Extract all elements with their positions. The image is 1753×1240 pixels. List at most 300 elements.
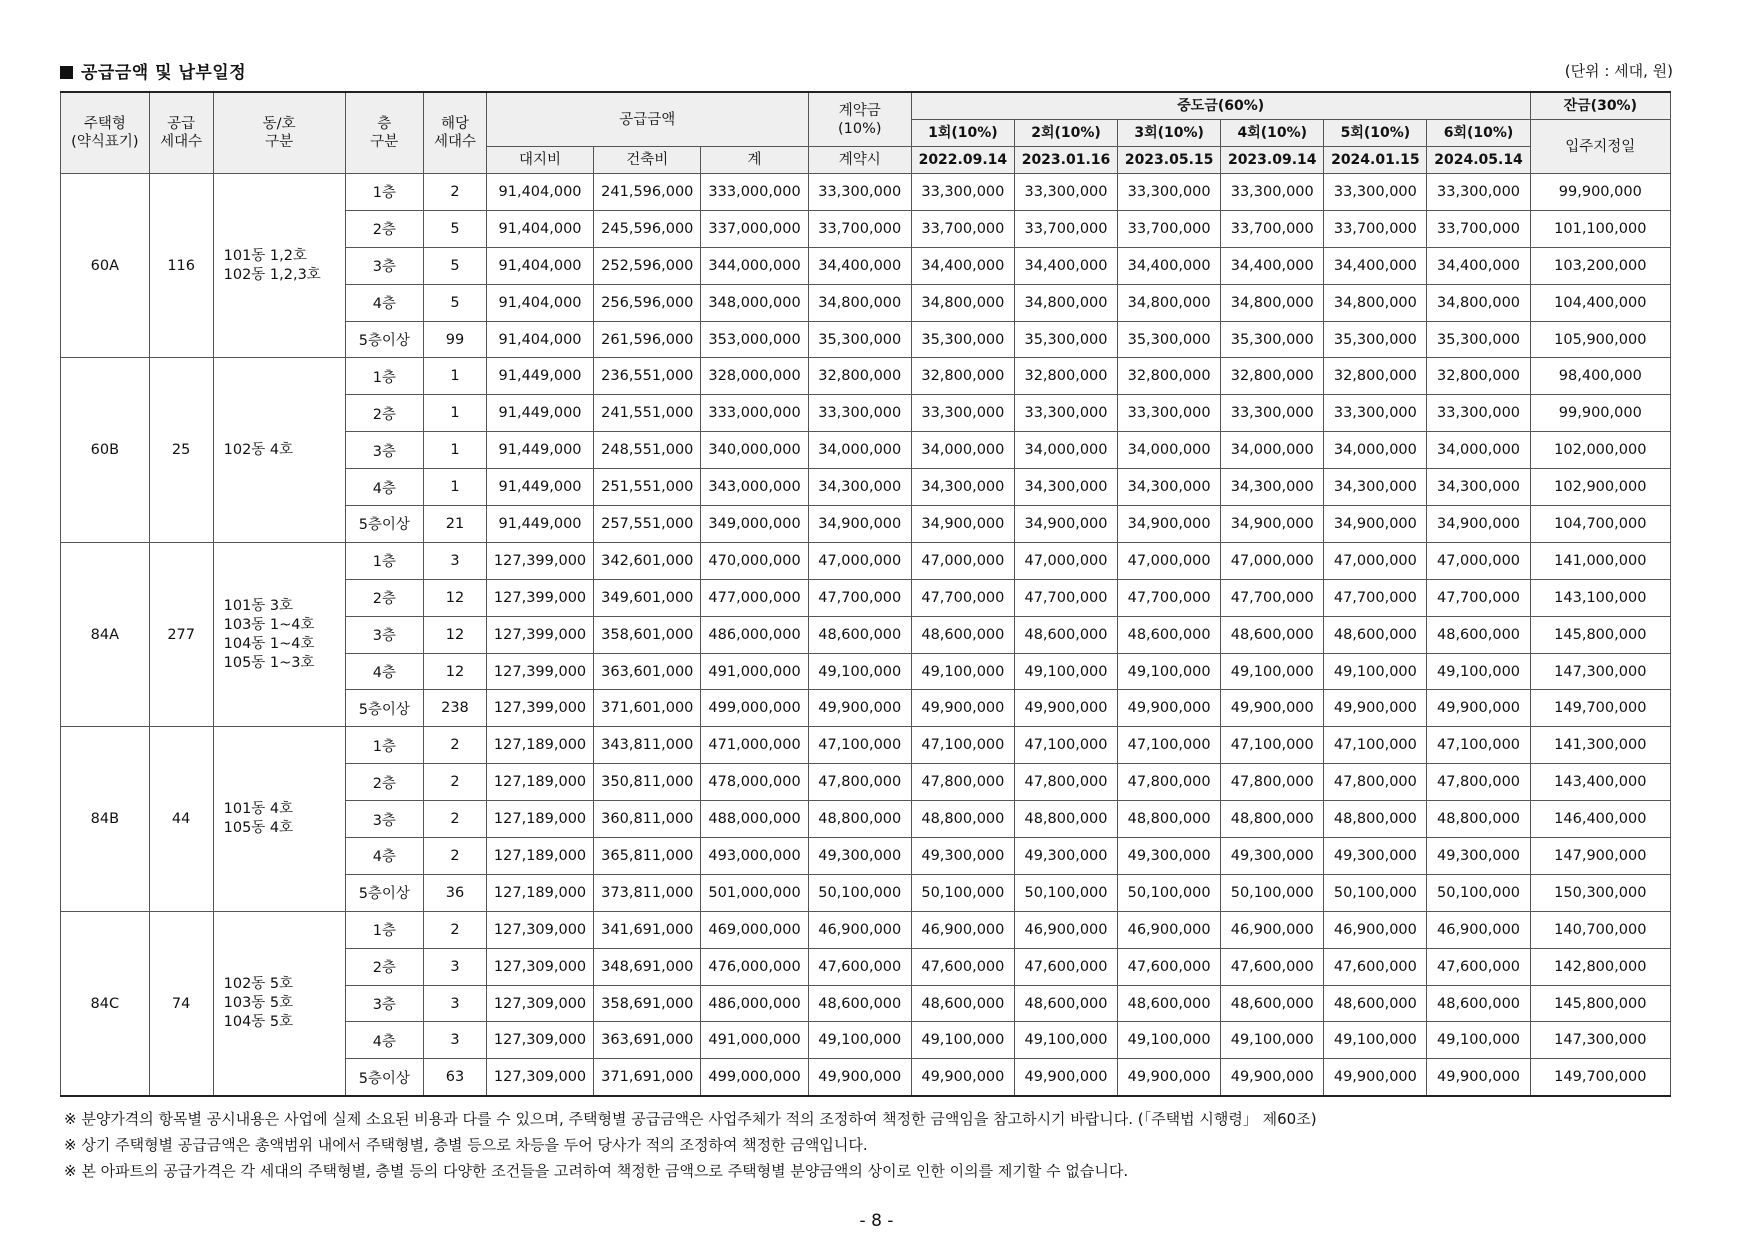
cell-installment: 34,000,000 <box>911 432 1014 469</box>
cell-balance: 149,700,000 <box>1530 690 1670 727</box>
header-installment-label: 1회(10%) <box>911 120 1014 147</box>
header-installment-date: 2023.09.14 <box>1221 147 1324 174</box>
cell-installment: 48,600,000 <box>911 616 1014 653</box>
cell-installment: 49,100,000 <box>1014 653 1117 690</box>
cell-installment: 34,300,000 <box>1221 469 1324 506</box>
cell-floor: 1층 <box>345 174 423 211</box>
cell-total: 477,000,000 <box>701 579 808 616</box>
cell-installment: 49,900,000 <box>1014 1059 1117 1096</box>
section-title <box>60 58 246 83</box>
cell-installment: 49,900,000 <box>1427 690 1530 727</box>
cell-floor: 2층 <box>345 579 423 616</box>
cell-installment: 46,900,000 <box>1118 911 1221 948</box>
cell-installment: 33,300,000 <box>911 174 1014 211</box>
cell-installment: 34,000,000 <box>1221 432 1324 469</box>
cell-installment: 33,700,000 <box>1324 210 1427 247</box>
cell-total: 501,000,000 <box>701 874 808 911</box>
cell-installment: 47,000,000 <box>1427 542 1530 579</box>
cell-installment: 34,900,000 <box>1014 506 1117 543</box>
cell-installment: 47,100,000 <box>1427 727 1530 764</box>
cell-installment: 47,800,000 <box>1118 764 1221 801</box>
cell-installment: 47,700,000 <box>1324 579 1427 616</box>
cell-installment: 32,800,000 <box>1014 358 1117 395</box>
cell-installment: 34,400,000 <box>1324 247 1427 284</box>
cell-installment: 47,000,000 <box>1324 542 1427 579</box>
cell-installment: 34,800,000 <box>1221 284 1324 321</box>
cell-total: 491,000,000 <box>701 653 808 690</box>
cell-installment: 34,000,000 <box>1324 432 1427 469</box>
cell-installment: 33,300,000 <box>1118 174 1221 211</box>
cell-installment: 48,600,000 <box>911 985 1014 1022</box>
cell-installment: 35,300,000 <box>1221 321 1324 358</box>
cell-land: 127,399,000 <box>486 579 593 616</box>
cell-deposit: 34,900,000 <box>808 506 911 543</box>
cell-deposit: 49,900,000 <box>808 1059 911 1096</box>
cell-installment: 48,800,000 <box>1324 801 1427 838</box>
cell-count: 12 <box>424 653 487 690</box>
cell-installment: 48,600,000 <box>1014 985 1117 1022</box>
cell-installment: 46,900,000 <box>1014 911 1117 948</box>
cell-installment: 32,800,000 <box>1221 358 1324 395</box>
cell-total: 499,000,000 <box>701 1059 808 1096</box>
cell-installment: 47,800,000 <box>911 764 1014 801</box>
header-deposit-date: 계약시 <box>808 147 911 174</box>
cell-count: 99 <box>424 321 487 358</box>
cell-build: 348,691,000 <box>594 948 701 985</box>
cell-installment: 35,300,000 <box>911 321 1014 358</box>
cell-count: 2 <box>424 174 487 211</box>
cell-count: 1 <box>424 358 487 395</box>
cell-floor: 2층 <box>345 395 423 432</box>
cell-installment: 34,900,000 <box>1427 506 1530 543</box>
cell-build: 358,601,000 <box>594 616 701 653</box>
cell-balance: 146,400,000 <box>1530 801 1670 838</box>
cell-build: 252,596,000 <box>594 247 701 284</box>
cell-installment: 49,100,000 <box>911 1022 1014 1059</box>
cell-installment: 49,900,000 <box>1221 1059 1324 1096</box>
cell-build: 261,596,000 <box>594 321 701 358</box>
cell-deposit: 35,300,000 <box>808 321 911 358</box>
header-installment-date: 2022.09.14 <box>911 147 1014 174</box>
cell-installment: 34,000,000 <box>1118 432 1221 469</box>
cell-installment: 50,100,000 <box>1324 874 1427 911</box>
cell-installment: 49,100,000 <box>1118 1022 1221 1059</box>
cell-count: 21 <box>424 506 487 543</box>
cell-total: 476,000,000 <box>701 948 808 985</box>
cell-floor: 4층 <box>345 1022 423 1059</box>
cell-deposit: 47,700,000 <box>808 579 911 616</box>
cell-build: 373,811,000 <box>594 874 701 911</box>
cell-installment: 47,700,000 <box>911 579 1014 616</box>
cell-installment: 48,600,000 <box>1324 985 1427 1022</box>
cell-total: 499,000,000 <box>701 690 808 727</box>
cell-installment: 48,800,000 <box>1221 801 1324 838</box>
cell-total: 478,000,000 <box>701 764 808 801</box>
cell-balance: 105,900,000 <box>1530 321 1670 358</box>
cell-build: 251,551,000 <box>594 469 701 506</box>
cell-total: 353,000,000 <box>701 321 808 358</box>
cell-installment: 48,600,000 <box>1221 985 1324 1022</box>
cell-build: 365,811,000 <box>594 838 701 875</box>
cell-installment: 34,800,000 <box>911 284 1014 321</box>
cell-floor: 4층 <box>345 284 423 321</box>
cell-installment: 34,400,000 <box>1221 247 1324 284</box>
cell-installment: 33,700,000 <box>1221 210 1324 247</box>
cell-build: 257,551,000 <box>594 506 701 543</box>
cell-installment: 32,800,000 <box>1427 358 1530 395</box>
cell-installment: 33,300,000 <box>1014 174 1117 211</box>
cell-installment: 49,300,000 <box>1221 838 1324 875</box>
cell-installment: 34,900,000 <box>1118 506 1221 543</box>
cell-land: 127,189,000 <box>486 801 593 838</box>
cell-installment: 34,800,000 <box>1324 284 1427 321</box>
cell-count: 63 <box>424 1059 487 1096</box>
cell-land: 91,404,000 <box>486 174 593 211</box>
cell-total: 328,000,000 <box>701 358 808 395</box>
cell-build: 342,601,000 <box>594 542 701 579</box>
header-count: 해당 세대수 <box>424 92 487 174</box>
cell-total: 486,000,000 <box>701 985 808 1022</box>
cell-installment: 48,600,000 <box>1324 616 1427 653</box>
cell-dong: 102동 5호 103동 5호 104동 5호 <box>213 911 345 1096</box>
cell-total: 333,000,000 <box>701 174 808 211</box>
cell-installment: 33,300,000 <box>911 395 1014 432</box>
cell-deposit: 47,000,000 <box>808 542 911 579</box>
cell-balance: 147,900,000 <box>1530 838 1670 875</box>
cell-balance: 104,700,000 <box>1530 506 1670 543</box>
cell-floor: 5층이상 <box>345 874 423 911</box>
cell-installment: 33,700,000 <box>1118 210 1221 247</box>
cell-floor: 2층 <box>345 948 423 985</box>
cell-installment: 47,100,000 <box>1221 727 1324 764</box>
cell-supply: 25 <box>149 358 213 542</box>
cell-deposit: 46,900,000 <box>808 911 911 948</box>
cell-land: 127,399,000 <box>486 542 593 579</box>
cell-installment: 34,300,000 <box>1324 469 1427 506</box>
cell-installment: 47,600,000 <box>1014 948 1117 985</box>
cell-installment: 49,300,000 <box>1014 838 1117 875</box>
cell-count: 5 <box>424 247 487 284</box>
header-balance: 잔금(30%) <box>1530 92 1670 120</box>
cell-installment: 34,300,000 <box>1118 469 1221 506</box>
cell-installment: 34,900,000 <box>911 506 1014 543</box>
cell-installment: 33,300,000 <box>1014 395 1117 432</box>
cell-type: 60B <box>61 358 150 542</box>
cell-deposit: 47,800,000 <box>808 764 911 801</box>
header-balance-date: 입주지정일 <box>1530 120 1670 174</box>
cell-count: 2 <box>424 911 487 948</box>
cell-deposit: 33,300,000 <box>808 395 911 432</box>
cell-balance: 141,000,000 <box>1530 542 1670 579</box>
cell-land: 91,404,000 <box>486 247 593 284</box>
cell-balance: 143,100,000 <box>1530 579 1670 616</box>
cell-count: 36 <box>424 874 487 911</box>
cell-installment: 47,800,000 <box>1427 764 1530 801</box>
cell-land: 127,189,000 <box>486 764 593 801</box>
cell-build: 343,811,000 <box>594 727 701 764</box>
footnote: ※ 본 아파트의 공급가격은 각 세대의 주택형별, 층별 등의 다양한 조건들을 고려하여 책정한 금액으로 주택형별 분양금액의 상이로 인한 이의를 제기할 수 없습니다. <box>64 1162 1129 1180</box>
cell-installment: 49,100,000 <box>1118 653 1221 690</box>
cell-balance: 101,100,000 <box>1530 210 1670 247</box>
cell-floor: 3층 <box>345 801 423 838</box>
cell-dong: 102동 4호 <box>213 358 345 542</box>
cell-balance: 147,300,000 <box>1530 1022 1670 1059</box>
cell-installment: 47,600,000 <box>1221 948 1324 985</box>
cell-installment: 49,900,000 <box>1221 690 1324 727</box>
cell-installment: 50,100,000 <box>1221 874 1324 911</box>
cell-balance: 145,800,000 <box>1530 616 1670 653</box>
cell-installment: 47,600,000 <box>911 948 1014 985</box>
cell-count: 3 <box>424 542 487 579</box>
header-installment-date: 2024.01.15 <box>1324 147 1427 174</box>
cell-balance: 104,400,000 <box>1530 284 1670 321</box>
cell-dong: 101동 4호 105동 4호 <box>213 727 345 911</box>
cell-installment: 49,300,000 <box>911 838 1014 875</box>
cell-installment: 47,100,000 <box>1324 727 1427 764</box>
cell-total: 348,000,000 <box>701 284 808 321</box>
cell-build: 349,601,000 <box>594 579 701 616</box>
cell-balance: 142,800,000 <box>1530 948 1670 985</box>
cell-installment: 49,900,000 <box>911 690 1014 727</box>
cell-installment: 33,700,000 <box>1427 210 1530 247</box>
cell-installment: 46,900,000 <box>1427 911 1530 948</box>
cell-deposit: 34,400,000 <box>808 247 911 284</box>
cell-installment: 50,100,000 <box>1427 874 1530 911</box>
footnote: ※ 분양가격의 항목별 공시내용은 사업에 실제 소요된 비용과 다를 수 있으며, 주택형별 공급금액은 사업주체가 적의 조정하여 책정한 금액임을 참고하시기 바랍니다. (「주택법 시행령」 제60조) <box>64 1110 1317 1128</box>
header-installment-label: 6회(10%) <box>1427 120 1530 147</box>
cell-floor: 3층 <box>345 985 423 1022</box>
cell-count: 1 <box>424 432 487 469</box>
cell-installment: 49,100,000 <box>1324 1022 1427 1059</box>
cell-deposit: 49,900,000 <box>808 690 911 727</box>
cell-total: 349,000,000 <box>701 506 808 543</box>
cell-type: 84A <box>61 542 150 726</box>
cell-build: 248,551,000 <box>594 432 701 469</box>
cell-count: 3 <box>424 985 487 1022</box>
header-installment-date: 2023.05.15 <box>1118 147 1221 174</box>
cell-land: 91,449,000 <box>486 358 593 395</box>
cell-installment: 49,100,000 <box>1324 653 1427 690</box>
cell-floor: 1층 <box>345 542 423 579</box>
table-row <box>61 727 1671 764</box>
footnotes <box>64 1106 1317 1184</box>
cell-deposit: 33,300,000 <box>808 174 911 211</box>
header-floor: 층 구분 <box>345 92 423 174</box>
cell-land: 91,449,000 <box>486 506 593 543</box>
cell-floor: 5층이상 <box>345 690 423 727</box>
cell-land: 127,399,000 <box>486 653 593 690</box>
cell-installment: 47,000,000 <box>1014 542 1117 579</box>
cell-installment: 46,900,000 <box>1221 911 1324 948</box>
cell-installment: 46,900,000 <box>911 911 1014 948</box>
cell-installment: 47,700,000 <box>1221 579 1324 616</box>
cell-land: 127,189,000 <box>486 874 593 911</box>
cell-count: 238 <box>424 690 487 727</box>
cell-deposit: 34,800,000 <box>808 284 911 321</box>
cell-installment: 34,800,000 <box>1427 284 1530 321</box>
header-middle: 중도금(60%) <box>911 92 1530 120</box>
cell-installment: 33,300,000 <box>1427 395 1530 432</box>
header-installment-date: 2023.01.16 <box>1014 147 1117 174</box>
cell-land: 127,309,000 <box>486 948 593 985</box>
cell-total: 340,000,000 <box>701 432 808 469</box>
cell-installment: 49,900,000 <box>911 1059 1014 1096</box>
cell-installment: 49,100,000 <box>1014 1022 1117 1059</box>
cell-installment: 49,100,000 <box>911 653 1014 690</box>
cell-installment: 49,900,000 <box>1014 690 1117 727</box>
price-schedule-table <box>60 91 1671 1097</box>
cell-floor: 1층 <box>345 727 423 764</box>
cell-balance: 102,000,000 <box>1530 432 1670 469</box>
cell-total: 343,000,000 <box>701 469 808 506</box>
cell-build: 241,551,000 <box>594 395 701 432</box>
cell-installment: 35,300,000 <box>1427 321 1530 358</box>
cell-count: 1 <box>424 469 487 506</box>
cell-installment: 33,300,000 <box>1118 395 1221 432</box>
cell-floor: 2층 <box>345 764 423 801</box>
cell-balance: 149,700,000 <box>1530 1059 1670 1096</box>
unit-label: (단위 : 세대, 원) <box>1564 62 1673 80</box>
cell-supply: 277 <box>149 542 213 726</box>
cell-count: 1 <box>424 395 487 432</box>
cell-floor: 1층 <box>345 358 423 395</box>
cell-installment: 49,100,000 <box>1427 1022 1530 1059</box>
header-price: 공급금액 <box>486 92 808 147</box>
cell-build: 341,691,000 <box>594 911 701 948</box>
table-row <box>61 358 1671 395</box>
cell-build: 350,811,000 <box>594 764 701 801</box>
cell-installment: 32,800,000 <box>1118 358 1221 395</box>
cell-installment: 49,900,000 <box>1324 690 1427 727</box>
cell-installment: 49,900,000 <box>1118 690 1221 727</box>
cell-installment: 48,800,000 <box>1118 801 1221 838</box>
cell-installment: 35,300,000 <box>1118 321 1221 358</box>
cell-land: 127,309,000 <box>486 985 593 1022</box>
cell-installment: 47,000,000 <box>1118 542 1221 579</box>
cell-type: 60A <box>61 174 150 358</box>
cell-installment: 33,300,000 <box>1427 174 1530 211</box>
cell-count: 12 <box>424 616 487 653</box>
header-installment-date: 2024.05.14 <box>1427 147 1530 174</box>
cell-installment: 49,100,000 <box>1427 653 1530 690</box>
cell-balance: 102,900,000 <box>1530 469 1670 506</box>
cell-installment: 32,800,000 <box>911 358 1014 395</box>
cell-dong: 101동 3호 103동 1~4호 104동 1~4호 105동 1~3호 <box>213 542 345 726</box>
cell-installment: 48,600,000 <box>1221 616 1324 653</box>
cell-installment: 47,000,000 <box>1221 542 1324 579</box>
cell-supply: 74 <box>149 911 213 1096</box>
cell-total: 344,000,000 <box>701 247 808 284</box>
cell-floor: 1층 <box>345 911 423 948</box>
cell-floor: 3층 <box>345 616 423 653</box>
cell-installment: 34,400,000 <box>1118 247 1221 284</box>
cell-deposit: 33,700,000 <box>808 210 911 247</box>
cell-build: 256,596,000 <box>594 284 701 321</box>
cell-installment: 33,300,000 <box>1221 174 1324 211</box>
header-installment-label: 5회(10%) <box>1324 120 1427 147</box>
cell-installment: 47,800,000 <box>1014 764 1117 801</box>
cell-floor: 4층 <box>345 838 423 875</box>
cell-build: 363,691,000 <box>594 1022 701 1059</box>
cell-installment: 33,300,000 <box>1221 395 1324 432</box>
cell-installment: 48,600,000 <box>1014 616 1117 653</box>
header-installment-label: 4회(10%) <box>1221 120 1324 147</box>
cell-installment: 48,600,000 <box>1118 616 1221 653</box>
cell-land: 91,404,000 <box>486 210 593 247</box>
cell-installment: 48,800,000 <box>911 801 1014 838</box>
cell-installment: 50,100,000 <box>1014 874 1117 911</box>
table-row <box>61 542 1671 579</box>
cell-installment: 34,800,000 <box>1118 284 1221 321</box>
cell-land: 127,309,000 <box>486 911 593 948</box>
header-type: 주택형 (약식표기) <box>61 92 150 174</box>
cell-deposit: 49,300,000 <box>808 838 911 875</box>
cell-balance: 140,700,000 <box>1530 911 1670 948</box>
header-dong: 동/호 구분 <box>213 92 345 174</box>
cell-installment: 34,300,000 <box>1014 469 1117 506</box>
cell-installment: 47,000,000 <box>911 542 1014 579</box>
cell-floor: 5층이상 <box>345 1059 423 1096</box>
cell-installment: 48,600,000 <box>1118 985 1221 1022</box>
cell-installment: 47,100,000 <box>911 727 1014 764</box>
cell-supply: 44 <box>149 727 213 911</box>
cell-count: 3 <box>424 948 487 985</box>
cell-deposit: 48,600,000 <box>808 985 911 1022</box>
cell-installment: 32,800,000 <box>1324 358 1427 395</box>
section-title-text: 공급금액 및 납부일정 <box>81 63 247 83</box>
cell-count: 2 <box>424 727 487 764</box>
cell-land: 127,399,000 <box>486 616 593 653</box>
cell-land: 127,309,000 <box>486 1059 593 1096</box>
cell-installment: 35,300,000 <box>1014 321 1117 358</box>
cell-floor: 2층 <box>345 210 423 247</box>
cell-deposit: 47,100,000 <box>808 727 911 764</box>
cell-dong: 101동 1,2호 102동 1,2,3호 <box>213 174 345 358</box>
cell-land: 91,449,000 <box>486 432 593 469</box>
cell-total: 491,000,000 <box>701 1022 808 1059</box>
cell-balance: 99,900,000 <box>1530 174 1670 211</box>
cell-count: 12 <box>424 579 487 616</box>
cell-installment: 34,400,000 <box>1427 247 1530 284</box>
cell-land: 91,449,000 <box>486 395 593 432</box>
cell-installment: 49,300,000 <box>1427 838 1530 875</box>
cell-installment: 33,300,000 <box>1324 395 1427 432</box>
cell-deposit: 48,600,000 <box>808 616 911 653</box>
cell-build: 245,596,000 <box>594 210 701 247</box>
cell-installment: 49,900,000 <box>1324 1059 1427 1096</box>
cell-installment: 47,600,000 <box>1324 948 1427 985</box>
cell-installment: 46,900,000 <box>1324 911 1427 948</box>
cell-installment: 34,900,000 <box>1221 506 1324 543</box>
header-deposit: 계약금 (10%) <box>808 92 911 147</box>
cell-installment: 49,900,000 <box>1118 1059 1221 1096</box>
cell-installment: 33,700,000 <box>911 210 1014 247</box>
cell-build: 360,811,000 <box>594 801 701 838</box>
cell-build: 363,601,000 <box>594 653 701 690</box>
table-row <box>61 174 1671 211</box>
cell-deposit: 49,100,000 <box>808 1022 911 1059</box>
cell-installment: 47,700,000 <box>1427 579 1530 616</box>
cell-installment: 34,300,000 <box>911 469 1014 506</box>
cell-total: 471,000,000 <box>701 727 808 764</box>
cell-installment: 34,400,000 <box>1014 247 1117 284</box>
cell-floor: 3층 <box>345 247 423 284</box>
cell-land: 127,399,000 <box>486 690 593 727</box>
cell-installment: 47,600,000 <box>1427 948 1530 985</box>
cell-deposit: 32,800,000 <box>808 358 911 395</box>
header-installment-label: 3회(10%) <box>1118 120 1221 147</box>
cell-land: 127,309,000 <box>486 1022 593 1059</box>
